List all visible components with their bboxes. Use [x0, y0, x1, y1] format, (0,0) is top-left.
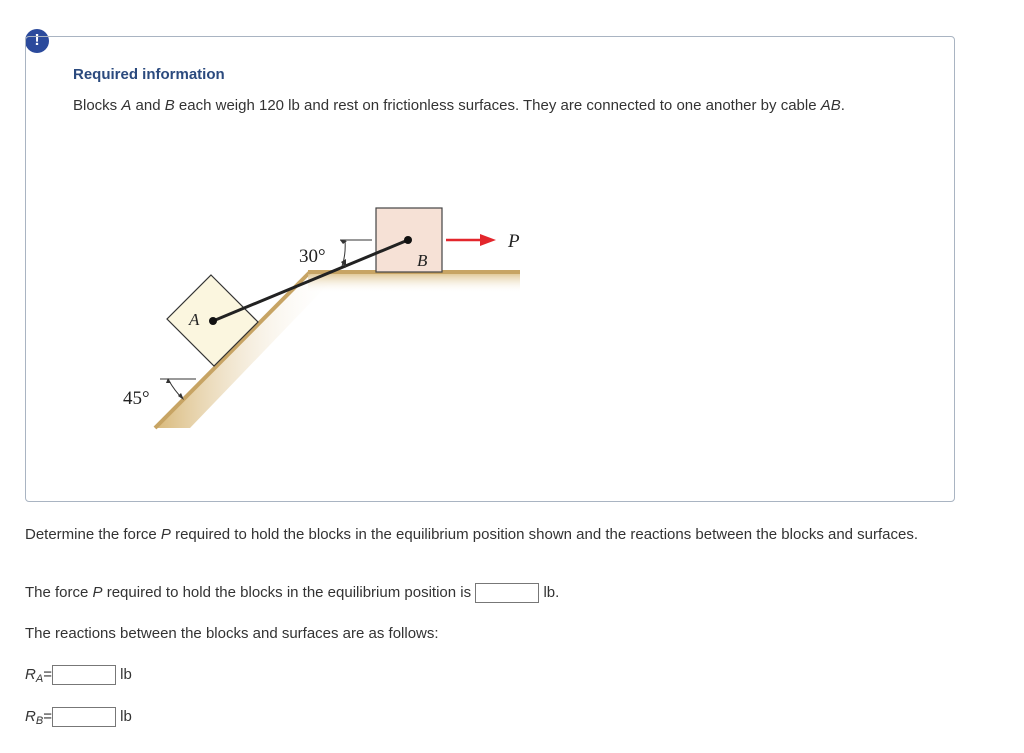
angle-30-label: 30° — [299, 246, 326, 267]
ra-unit: lb — [120, 665, 132, 683]
question-part: Determine the force — [25, 526, 161, 543]
block-a-label: A — [189, 310, 200, 329]
horizontal-surface — [308, 271, 520, 293]
statement-text: each weigh 120 lb and rest on frictionless surfaces. They are connected to one another by cable — [174, 97, 821, 114]
var-p: P — [92, 583, 103, 601]
incline-edge — [155, 272, 310, 428]
var-ab: AB — [820, 97, 841, 114]
question-part: required to hold the blocks in the equilibrium position shown and the reactions between the blocks and surfaces. — [170, 526, 919, 543]
statement-text: Blocks — [73, 97, 122, 114]
reactions-intro: The reactions between the blocks and surfaces are as follows: — [25, 625, 439, 642]
var-r: R — [25, 707, 36, 725]
force-answer-line — [25, 583, 559, 603]
subscript-b: B — [35, 714, 44, 727]
var-r: R — [25, 665, 36, 683]
var-b: B — [164, 97, 175, 114]
force-p-label: P — [508, 231, 520, 252]
rb-unit: lb — [120, 707, 132, 725]
pin-b — [404, 236, 412, 244]
equals-sign: = — [43, 665, 52, 683]
var-a: A — [121, 97, 132, 114]
force-line-text: required to hold the blocks in the equilibrium position is — [102, 583, 476, 601]
pin-a — [209, 317, 217, 325]
ra-answer-line — [25, 665, 132, 685]
rb-answer-line — [25, 707, 132, 727]
force-p-input[interactable] — [475, 583, 539, 603]
subscript-a: A — [35, 672, 44, 685]
incline-surface — [155, 272, 340, 428]
ra-input[interactable] — [52, 665, 116, 685]
question-text — [25, 525, 1015, 545]
force-line-text: The force — [25, 583, 93, 601]
force-unit: lb. — [543, 583, 560, 601]
rb-input[interactable] — [52, 707, 116, 727]
alert-icon: ! — [25, 29, 49, 53]
required-info-title: Required information — [73, 66, 225, 83]
force-p-arrowhead — [480, 234, 496, 246]
statement-text: and — [131, 97, 165, 114]
angle-45-label: 45° — [123, 388, 150, 409]
statement-text: . — [840, 97, 845, 114]
equals-sign: = — [43, 707, 52, 725]
block-b-label: B — [417, 251, 428, 270]
var-p: P — [160, 526, 171, 543]
